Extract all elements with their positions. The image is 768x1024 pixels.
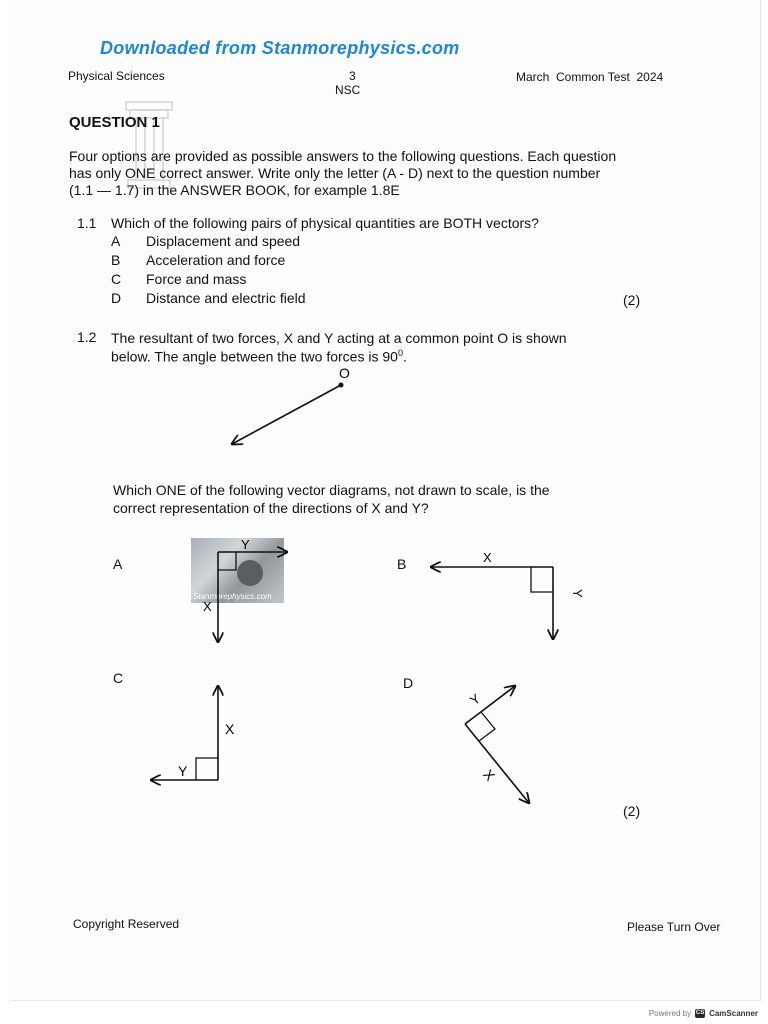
powered-by-label: Powered by [648, 1009, 692, 1018]
option-d-diagram [455, 680, 545, 808]
resultant-arrow [232, 385, 341, 444]
option-d-x-arrow [465, 724, 529, 803]
resultant-diagram [220, 360, 360, 455]
camscanner-logo-icon: CS [695, 1010, 705, 1016]
option-a-letter: A [113, 556, 123, 572]
instructions-line-3: (1.1 — 1.7) in the ANSWER BOOK, for example 1.8E [69, 182, 400, 198]
q1-1-option-text: Force and mass [146, 271, 247, 287]
footer-copyright: Copyright Reserved [73, 917, 180, 931]
option-a-right-angle [218, 552, 236, 570]
q1-1-option-letter: C [111, 271, 122, 287]
q1-2-question-line-2: correct representation of the directions of X and Y? [113, 500, 429, 516]
option-c-letter: C [113, 670, 124, 686]
download-banner: Downloaded from Stanmorephysics.com [100, 38, 460, 58]
option-c-right-angle [196, 758, 218, 780]
watermark-text: Stanmorephysics.com [193, 592, 272, 601]
camscanner-badge [649, 1009, 758, 1018]
header-paper: NSC [335, 83, 361, 97]
header-page-number: 3 [349, 69, 356, 83]
option-c-x-label: X [225, 721, 235, 737]
instructions-line-2: has only ONE correct answer. Write only the letter (A - D) next to the question number [69, 165, 601, 181]
q1-1-option-text: Acceleration and force [146, 252, 286, 268]
q1-1-option-letter: B [111, 252, 121, 268]
option-d-letter: D [403, 675, 414, 691]
option-c-y-label: Y [178, 763, 188, 779]
q1-2-number: 1.2 [77, 329, 97, 345]
option-c-diagram [145, 682, 255, 787]
header-test: March Common Test 2024 [516, 70, 664, 84]
option-a-x-label: X [203, 599, 212, 614]
q1-2-stem-line-2-text: below. The angle between the two forces is 90 [111, 348, 398, 365]
option-b-y-label: Y [570, 589, 585, 598]
option-a-diagram [190, 534, 300, 649]
instructions-line-1: Four options are provided as possible answers to the following questions. Each question [69, 148, 617, 164]
q1-2-marks: (2) [623, 803, 641, 819]
q1-1-marks: (2) [623, 292, 641, 308]
q1-2-question-line-1: Which ONE of the following vector diagrams, not drawn to scale, is the [113, 482, 550, 498]
option-d-x-label: X [480, 766, 499, 784]
option-b-letter: B [397, 556, 407, 572]
q1-1-number: 1.1 [77, 215, 97, 231]
q1-2-stem-line-1: The resultant of two forces, X and Y acting at a common point O is shown [111, 330, 567, 346]
q1-1-option-letter: A [111, 233, 121, 249]
question-title: QUESTION 1 [69, 114, 160, 131]
option-b-x-label: X [483, 550, 492, 565]
q1-1-option-text: Distance and electric field [146, 290, 306, 306]
instructions [69, 148, 689, 199]
option-b-right-angle [531, 567, 553, 592]
q1-1-option-text: Displacement and speed [146, 233, 301, 249]
camscanner-brand: CamScanner [709, 1009, 758, 1018]
option-b-diagram [425, 547, 585, 647]
option-a-y-label: Y [241, 537, 250, 552]
q1-2-stem-line-2-period: . [402, 348, 407, 365]
option-d-y-label: Y [466, 690, 483, 708]
point-o-label: O [339, 365, 350, 381]
degree-superscript: 0 [397, 348, 403, 358]
q1-1-stem: Which of the following pairs of physical quantities are BOTH vectors? [111, 215, 539, 231]
header-subject: Physical Sciences [68, 69, 165, 83]
footer-turn-over: Please Turn Over [627, 920, 721, 934]
q1-1-option-letter: D [111, 290, 122, 306]
option-d-right-angle [479, 712, 495, 741]
